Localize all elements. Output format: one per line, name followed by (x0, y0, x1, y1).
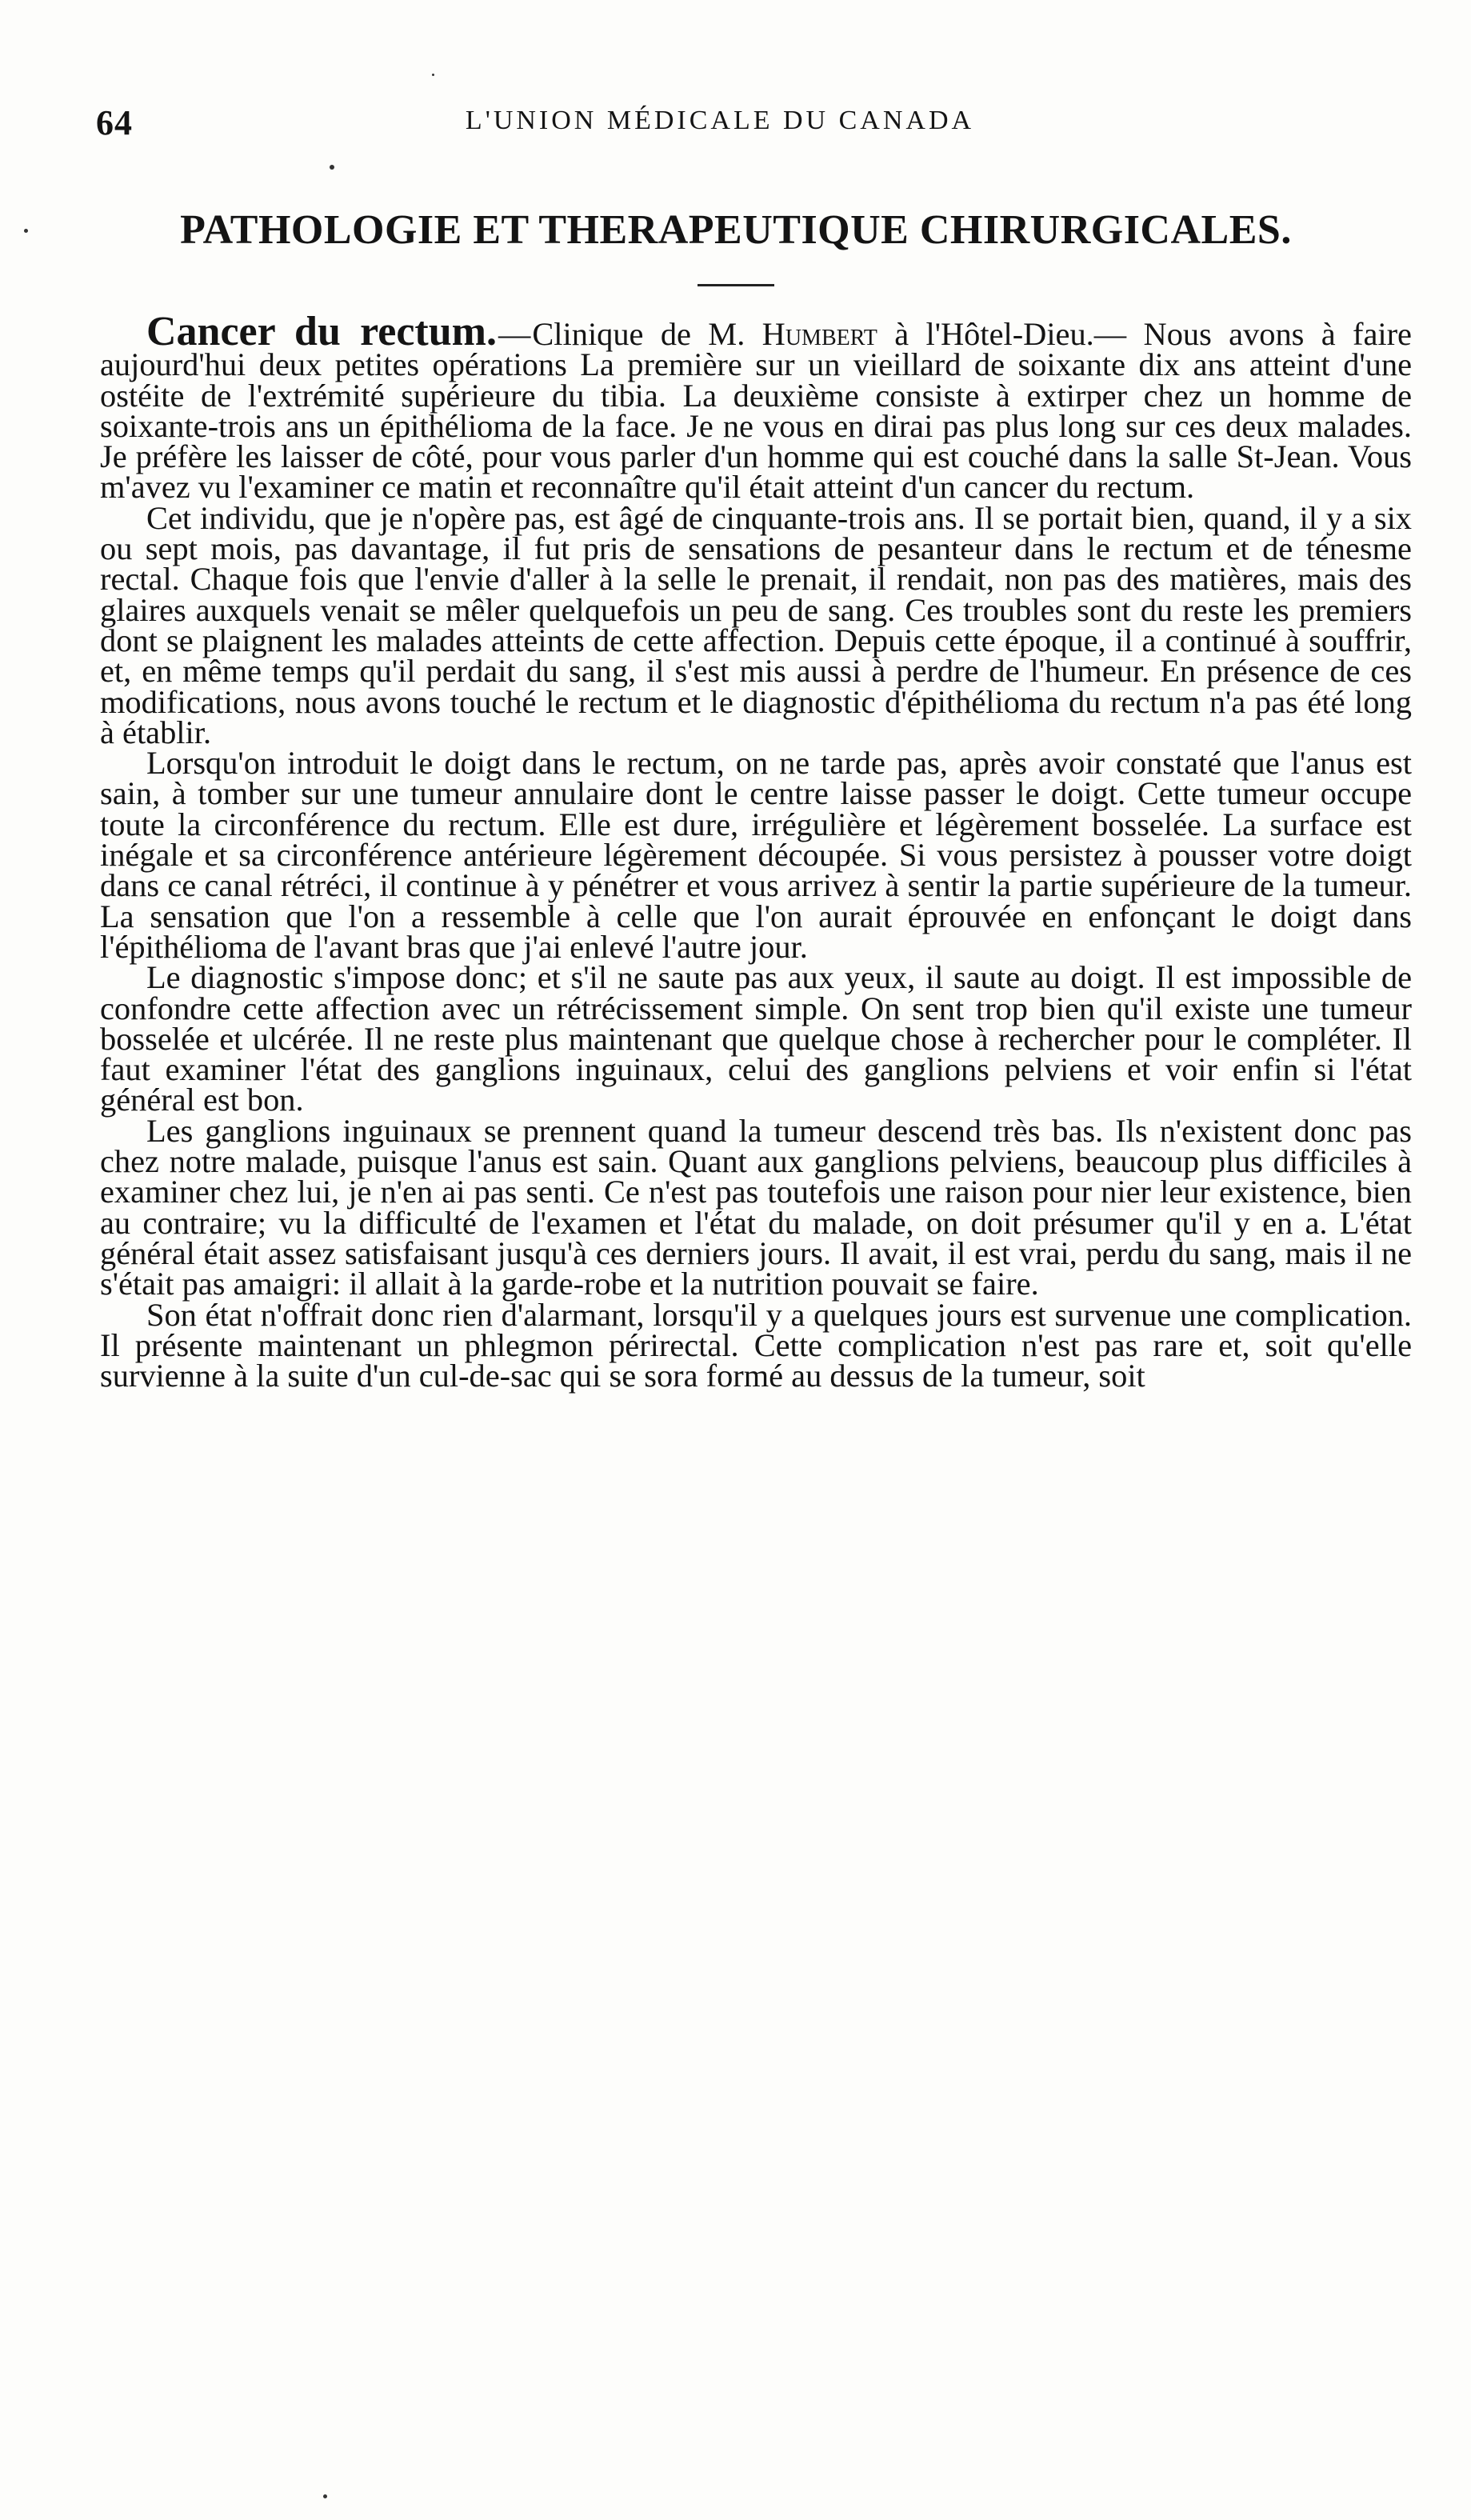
running-head (96, 102, 1344, 150)
journal-title: L'UNION MÉDICALE DU CANADA (465, 106, 975, 135)
article-paragraph-5: Les ganglions inguinaux se prennent quand la tumeur descend très bas. Ils n'existent donc pas chez notre malade, puisque l'anus est sain. Quant aux ganglions pelviens, beaucoup plus difficiles à examiner chez lui, je n'en ai pas senti. Ce n'est pas toutefois une raison pour nier leur existence, bien au contraire; vu la difficulté de l'examen et l'état du malade, on doit présumer qu'il y en a. L'état général était assez satisfaisant jusqu'à ces derniers jours. Il avait, il est vrai, perdu du sang, mais il ne s'était pas amaigri: il allait à la garde-robe et la nutrition pouvait se faire. (100, 1112, 1412, 1302)
speck (323, 2494, 327, 2498)
article-paragraph-2: Cet individu, que je n'opère pas, est âgé de cinquante-trois ans. Il se portait bien, quand, il y a six ou sept mois, pas davantage, il fut pris de sensations de pesanteur dans le rectum et de ténesme rectal. Chaque fois que l'envie d'aller à la selle le prenait, il rendait, non pas des matières, mais des glaires auxquels venait se mêler quelquefois un peu de sang. Ces troubles sont du reste les premiers dont se plaignent les malades atteints de cette affection. Depuis cette époque, il a continué à souffrir, et, en même temps qu'il perdait du sang, il s'est mis aussi à perdre de l'humeur. En présence de ces modifications, nous avons touché le rectum et le diagnostic d'épithélioma du rectum n'a pas été long à établir. (100, 499, 1412, 750)
article-paragraph-1 (100, 309, 1412, 506)
article-body (100, 309, 1412, 1394)
clinic-prefix: Clinique de M. (532, 316, 745, 352)
section-title: PATHOLOGIE ET THERAPEUTIQUE CHIRURGICALES. (180, 207, 1292, 253)
speck (24, 229, 28, 233)
article-paragraph-3: Lorsqu'on introduit le doigt dans le rectum, on ne tarde pas, après avoir constaté que l'anus est sain, à tomber sur une tumeur annulaire dont le centre laisse passer le doigt. Cette tumeur occupe toute la circonférence du rectum. Elle est dure, irrégulière et légèrement bosselée. La surface est inégale et sa circonférence antérieure légèrement découpée. Si vous persistez à pousser votre doigt dans ce canal rétréci, il continue à y pénétrer et vous arrivez à sentir la partie supérieure de la tumeur. La sensation que l'on a ressemble à celle que l'on aurait éprouvée en enfonçant le doigt dans l'épithélioma de l'avant bras que j'ai enlevé l'autre jour. (100, 745, 1412, 965)
clinic-suffix: à l'Hôtel-Dieu.— (894, 316, 1127, 352)
speck (330, 165, 334, 170)
article-heading: Cancer du rectum. (146, 309, 497, 354)
article-paragraph-6: Son état n'offrait donc rien d'alarmant, lorsqu'il y a quelques jours est survenue une complication. Il présente maintenant un phlegmon périrectal. Cette complication n'est pas rare et, soit qu'elle survienne à la suite d'un cul-de-sac qui se sora formé au dessus de la tumeur, soit (100, 1296, 1412, 1394)
speck (432, 74, 434, 76)
page-number: 64 (96, 103, 133, 142)
heading-dash: — (498, 316, 531, 352)
article-paragraph-4: Le diagnostic s'impose donc; et s'il ne saute pas aux yeux, il saute au doigt. Il est impossible de confondre cette affection avec un rétrécissement simple. On sent trop bien qu'il existe une tumeur bosselée et ulcérée. Il ne reste plus maintenant que quelque chose à rechercher pour le compléter. Il faut examiner l'état des ganglions inguinaux, celui des ganglions pelviens et voir enfin si l'état général est bon. (100, 959, 1412, 1118)
title-rule (698, 284, 774, 286)
clinic-name: Humbert (761, 316, 877, 352)
paragraph-text: Nous avons à faire aujourd'hui deux petites opérations La première sur un vieillard de soixante dix ans atteint d'une ostéite de l'extrémité supérieure du tibia. La deuxième consiste à extirper chez un homme de soixante-trois ans un épithélioma de la face. Je ne vous en dirai pas plus long sur ces deux malades. Je préfère les laisser de côté, pour vous parler d'un homme qui est couché dans la salle St-Jean. Vous m'avez vu l'examiner ce matin et reconnaître qu'il était atteint d'un cancer du rectum. (100, 316, 1412, 506)
